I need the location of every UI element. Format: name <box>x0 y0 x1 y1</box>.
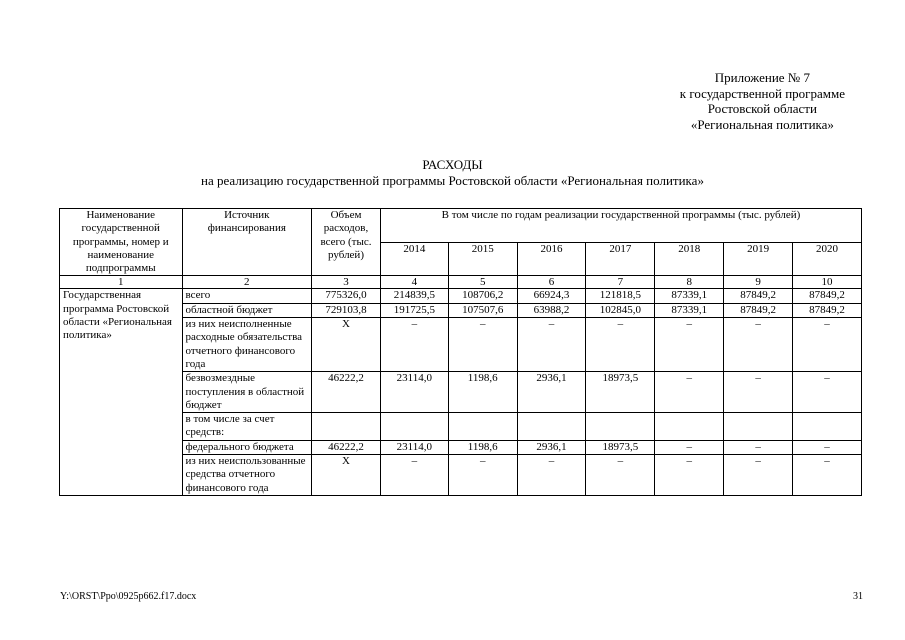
year-value-cell: 214839,5 <box>380 289 448 303</box>
year-value-cell <box>586 413 655 441</box>
document-title <box>0 157 905 189</box>
year-value-cell: 191725,5 <box>380 303 448 317</box>
year-value-cell: 1198,6 <box>448 440 517 454</box>
year-value-cell <box>724 413 793 441</box>
year-value-cell: – <box>792 318 861 372</box>
year-value-cell: 23114,0 <box>380 440 448 454</box>
year-value-cell: – <box>655 455 724 496</box>
total-cell: Х <box>312 455 381 496</box>
year-value-cell: – <box>724 440 793 454</box>
appendix-line: Ростовской области <box>707 101 817 116</box>
appendix-line: «Региональная политика» <box>690 116 834 132</box>
year-value-cell: – <box>655 318 724 372</box>
year-value-cell: 66924,3 <box>517 289 586 303</box>
year-value-cell: 87849,2 <box>792 289 861 303</box>
year-value-cell: – <box>792 440 861 454</box>
year-value-cell: – <box>586 455 655 496</box>
column-number: 4 <box>380 276 448 289</box>
total-cell: 775326,0 <box>312 289 381 303</box>
source-cell: областной бюджет <box>182 303 312 317</box>
table-row <box>60 289 862 303</box>
year-value-cell: 63988,2 <box>517 303 586 317</box>
header-name: Наименование государственной программы, номер и наименование подпрограммы <box>60 209 183 276</box>
year-value-cell <box>380 413 448 441</box>
column-number: 7 <box>586 276 655 289</box>
year-value-cell: 121818,5 <box>586 289 655 303</box>
year-value-cell: – <box>792 372 861 413</box>
year-value-cell: 107507,6 <box>448 303 517 317</box>
total-cell <box>312 413 381 441</box>
year-value-cell: 87849,2 <box>792 303 861 317</box>
total-cell: Х <box>312 318 381 372</box>
column-number: 10 <box>792 276 861 289</box>
year-value-cell: 1198,6 <box>448 372 517 413</box>
year-value-cell: 102845,0 <box>586 303 655 317</box>
year-value-cell: 87849,2 <box>724 289 793 303</box>
year-value-cell: – <box>724 372 793 413</box>
title-line: РАСХОДЫ <box>422 157 483 172</box>
year-value-cell: 2936,1 <box>517 440 586 454</box>
source-cell: из них неиспользованные средства отчетного финансового года <box>182 455 312 496</box>
column-number: 1 <box>60 276 183 289</box>
year-value-cell <box>448 413 517 441</box>
year-value-cell: 87849,2 <box>724 303 793 317</box>
year-value-cell <box>517 413 586 441</box>
page-number: 31 <box>853 591 863 602</box>
year-value-cell: – <box>724 455 793 496</box>
year-value-cell: – <box>517 318 586 372</box>
year-value-cell: – <box>380 455 448 496</box>
column-number: 9 <box>724 276 793 289</box>
source-cell: безвозмездные поступления в областной бюджет <box>182 372 312 413</box>
year-value-cell: 23114,0 <box>380 372 448 413</box>
header-year: 2016 <box>517 242 586 276</box>
column-number: 2 <box>182 276 312 289</box>
source-cell: всего <box>182 289 312 303</box>
header-year: 2018 <box>655 242 724 276</box>
header-year: 2017 <box>586 242 655 276</box>
column-number: 3 <box>312 276 381 289</box>
appendix-line: к государственной программе <box>679 85 845 101</box>
year-value-cell: 87339,1 <box>655 289 724 303</box>
year-value-cell: – <box>724 318 793 372</box>
year-value-cell: – <box>655 372 724 413</box>
program-name-cell: Государственная программа Ростовской области «Региональная политика» <box>60 289 183 495</box>
header-year: 2014 <box>380 242 448 276</box>
year-value-cell: – <box>448 318 517 372</box>
year-value-cell: – <box>448 455 517 496</box>
total-cell: 729103,8 <box>312 303 381 317</box>
source-cell: федерального бюджета <box>182 440 312 454</box>
year-value-cell: – <box>380 318 448 372</box>
expenses-table <box>59 208 862 496</box>
year-value-cell: 2936,1 <box>517 372 586 413</box>
total-cell: 46222,2 <box>312 372 381 413</box>
header-years-group: В том числе по годам реализации государственной программы (тыс. рублей) <box>380 209 861 243</box>
year-value-cell: – <box>655 440 724 454</box>
source-cell: в том числе за счет средств: <box>182 413 312 441</box>
column-number: 5 <box>448 276 517 289</box>
column-number: 6 <box>517 276 586 289</box>
source-cell: из них неисполненные расходные обязательства отчетного финансового года <box>182 318 312 372</box>
year-value-cell: – <box>792 455 861 496</box>
title-line: на реализацию государственной программы Ростовской области «Региональная политика» <box>201 173 704 188</box>
year-value-cell: 108706,2 <box>448 289 517 303</box>
footer <box>60 591 863 602</box>
header-source: Источник финансирования <box>182 209 312 276</box>
footer-file-path: Y:\ORST\Ppo\0925p662.f17.docx <box>60 591 197 602</box>
appendix-block <box>680 70 845 132</box>
header-year: 2020 <box>792 242 861 276</box>
column-number: 8 <box>655 276 724 289</box>
year-value-cell: 18973,5 <box>586 372 655 413</box>
year-value-cell: 18973,5 <box>586 440 655 454</box>
appendix-line: Приложение № 7 <box>714 70 810 85</box>
year-value-cell: – <box>517 455 586 496</box>
header-year: 2015 <box>448 242 517 276</box>
year-value-cell <box>655 413 724 441</box>
year-value-cell: 87339,1 <box>655 303 724 317</box>
year-value-cell: – <box>586 318 655 372</box>
header-volume: Объем расходов, всего (тыс. рублей) <box>312 209 381 276</box>
header-year: 2019 <box>724 242 793 276</box>
year-value-cell <box>792 413 861 441</box>
total-cell: 46222,2 <box>312 440 381 454</box>
